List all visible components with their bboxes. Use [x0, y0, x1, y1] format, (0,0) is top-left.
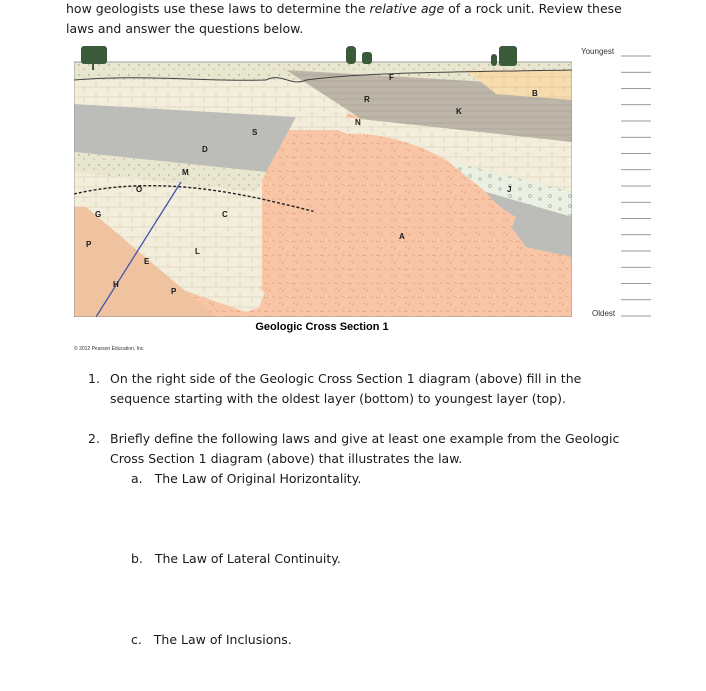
- figure-title: Geologic Cross Section 1: [255, 321, 389, 333]
- label-n: N: [355, 118, 361, 127]
- label-a: A: [399, 232, 405, 241]
- label-r: R: [364, 95, 370, 104]
- label-h: H: [113, 280, 119, 289]
- intro-paragraph: [66, 0, 626, 39]
- question-2a-text: The Law of Original Horizontality.: [154, 471, 362, 486]
- label-o: O: [136, 185, 143, 194]
- label-s: S: [252, 128, 258, 137]
- oldest-label: Oldest: [592, 309, 616, 318]
- question-2: [88, 429, 628, 469]
- label-b: B: [532, 89, 538, 98]
- label-e: E: [144, 257, 150, 266]
- question-2c: [131, 630, 292, 650]
- label-g: G: [95, 210, 102, 219]
- intro-text-1: how geologists use these laws to determine the: [66, 1, 370, 16]
- question-2c-letter: c.: [131, 632, 142, 647]
- answer-lines[interactable]: [621, 72, 651, 300]
- question-1: [88, 369, 628, 409]
- geologic-cross-section-figure: [66, 42, 666, 352]
- intro-text-3: laws and answer the questions below.: [66, 21, 304, 36]
- intro-emphasis: relative age: [369, 1, 445, 16]
- question-2-number: 2.: [88, 431, 100, 446]
- question-2a: [131, 469, 361, 489]
- question-1-text: On the right side of the Geologic Cross Section 1 diagram (above) fill in the sequence starting with the oldest layer (bottom) to youngest layer (top).: [110, 371, 582, 406]
- youngest-label: Youngest: [581, 47, 615, 56]
- question-2b: [131, 549, 341, 569]
- label-p2: P: [171, 287, 177, 296]
- intro-text-2: of a rock unit. Review these: [444, 1, 622, 16]
- label-k: K: [456, 107, 462, 116]
- question-2a-letter: a.: [131, 471, 143, 486]
- question-2b-text: The Law of Lateral Continuity.: [154, 551, 341, 566]
- label-d: D: [202, 145, 208, 154]
- label-p1: P: [86, 240, 92, 249]
- label-j: J: [507, 185, 512, 194]
- cross-section-svg: [66, 42, 666, 352]
- label-c: C: [222, 210, 228, 219]
- label-m: M: [182, 168, 189, 177]
- question-1-number: 1.: [88, 371, 100, 386]
- question-2b-letter: b.: [131, 551, 143, 566]
- question-2-text: Briefly define the following laws and give at least one example from the Geologic Cross Section 1 diagram (above) that illustrates the law.: [110, 431, 620, 466]
- label-l: L: [195, 247, 200, 256]
- question-2c-text: The Law of Inclusions.: [153, 632, 292, 647]
- label-f: F: [389, 73, 394, 82]
- copyright-note: © 2012 Pearson Education, Inc.: [74, 346, 145, 352]
